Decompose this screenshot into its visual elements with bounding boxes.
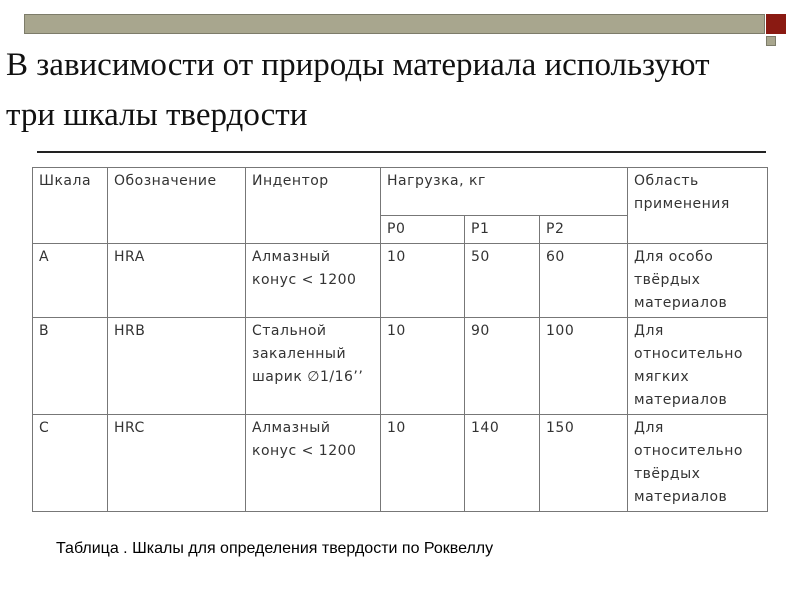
title-line-1: В зависимости от природы материала используют <box>6 47 710 83</box>
title-line-2: три шкалы твердости <box>6 97 308 133</box>
cell-p0: 10 <box>381 415 465 512</box>
header-bar <box>24 14 765 34</box>
cell-scale: C <box>33 415 108 512</box>
table-row <box>33 415 768 512</box>
header-designation: Обозначение <box>108 168 246 244</box>
cell-scale: A <box>33 244 108 318</box>
cell-p1: 140 <box>465 415 540 512</box>
table-caption: Таблица . Шкалы для определения твердости по Роквеллу <box>56 540 494 557</box>
cell-p0: 10 <box>381 244 465 318</box>
header-area: Область применения <box>628 168 768 244</box>
header-p1: Р1 <box>465 216 540 244</box>
hardness-scales-table <box>32 167 768 512</box>
table-header-row <box>33 168 768 216</box>
cell-area: Для особо твёрдых материалов <box>628 244 768 318</box>
header-p0: Р0 <box>381 216 465 244</box>
cell-p2: 60 <box>540 244 628 318</box>
header-p2: Р2 <box>540 216 628 244</box>
slide-title <box>6 40 786 140</box>
cell-designation: HRC <box>108 415 246 512</box>
cell-designation: HRB <box>108 318 246 415</box>
cell-p1: 90 <box>465 318 540 415</box>
header-scale: Шкала <box>33 168 108 244</box>
cell-p1: 50 <box>465 244 540 318</box>
cell-indenter: Алмазный конус < 1200 <box>246 415 381 512</box>
header-indenter: Индентор <box>246 168 381 244</box>
cell-indenter: Алмазный конус < 1200 <box>246 244 381 318</box>
cell-indenter: Стальной закаленный шарик ∅1/16’’ <box>246 318 381 415</box>
cell-scale: B <box>33 318 108 415</box>
accent-square <box>766 14 786 34</box>
header-load: Нагрузка, кг <box>381 168 628 216</box>
cell-area: Для относительно твёрдых материалов <box>628 415 768 512</box>
title-divider <box>37 151 766 153</box>
table-row <box>33 244 768 318</box>
cell-area: Для относительно мягких материалов <box>628 318 768 415</box>
table-row <box>33 318 768 415</box>
cell-p0: 10 <box>381 318 465 415</box>
cell-designation: HRA <box>108 244 246 318</box>
cell-p2: 100 <box>540 318 628 415</box>
cell-p2: 150 <box>540 415 628 512</box>
